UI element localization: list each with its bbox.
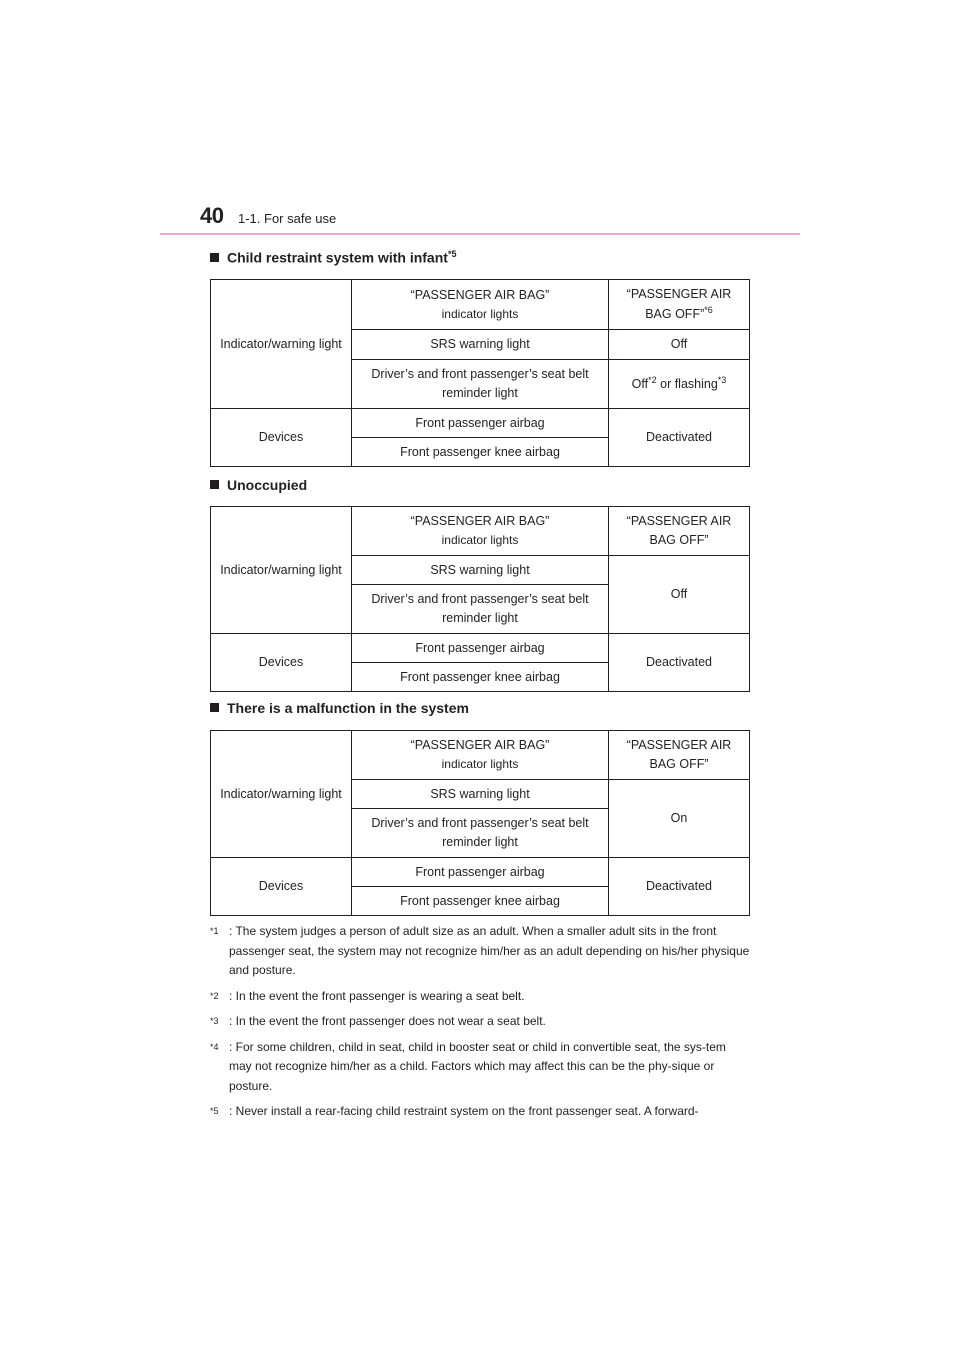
footnotes [210, 922, 750, 1128]
col-seatbelt: Driver’s and front passenger’s seat belt reminder light [352, 360, 609, 409]
col-srs: SRS warning light [352, 330, 609, 360]
col-passenger-air-bag: “PASSENGER AIR BAG” indicator lights [352, 731, 609, 780]
cell-srs: Off [609, 556, 750, 634]
section-title: 1-1. For safe use [238, 211, 337, 226]
cell-devices: Deactivated [609, 634, 750, 692]
footnote: $^{*2}$ : In the event the front passenger is wearing a seat belt. [210, 988, 525, 1003]
col-knee-airbag: Front passenger knee airbag [352, 438, 609, 467]
col-srs: SRS warning light [352, 780, 609, 809]
col-front-airbag: Front passenger airbag [352, 409, 609, 438]
bullet-square-icon [210, 480, 219, 489]
heading-infant: Child restraint system with infant$^{*5}$ [210, 249, 456, 266]
row-label-indicator: Indicator/warning light [211, 280, 352, 409]
row-label-devices: Devices [211, 634, 352, 692]
col-knee-airbag: Front passenger knee airbag [352, 663, 609, 692]
col-seatbelt: Driver’s and front passenger’s seat belt reminder light [352, 809, 609, 858]
col-knee-airbag: Front passenger knee airbag [352, 887, 609, 916]
col-passenger-air-bag: “PASSENGER AIR BAG” indicator lights [352, 507, 609, 556]
cell-devices: Deactivated [609, 409, 750, 467]
col-passenger-air-bag: “PASSENGER AIR BAG” indicator lights [352, 280, 609, 330]
cell-pab-off: “PASSENGER AIR BAG OFF” [609, 507, 750, 556]
cell-pab-off: “PASSENGER AIR BAG OFF”$^{*6}$ [609, 280, 750, 330]
cell-pab-off: “PASSENGER AIR BAG OFF” [609, 731, 750, 780]
bullet-square-icon [210, 253, 219, 262]
page-number: 40 [200, 203, 224, 228]
col-seatbelt: Driver’s and front passenger’s seat belt reminder light [352, 585, 609, 634]
page-header [160, 203, 800, 235]
footnote: $^{*5}$ : Never install a rear-facing child restraint system on the front passenger seat. A forward- [210, 1104, 699, 1118]
row-label-indicator: Indicator/warning light [211, 507, 352, 634]
col-front-airbag: Front passenger airbag [352, 634, 609, 663]
header-rule [160, 233, 800, 235]
row-label-devices: Devices [211, 409, 352, 467]
footnote: $^{*3}$ : In the event the front passenger does not wear a seat belt. [210, 1014, 546, 1028]
cell-devices: Deactivated [609, 858, 750, 916]
heading-malfunction: There is a malfunction in the system [210, 700, 469, 716]
col-srs: SRS warning light [352, 556, 609, 585]
cell-srs: Off [609, 330, 750, 360]
cell-srs: On [609, 780, 750, 858]
col-front-airbag: Front passenger airbag [352, 858, 609, 887]
row-label-devices: Devices [211, 858, 352, 916]
footnote: $^{*4}$ : For some children, child in seat, child in booster seat or child in convertible seat, the sys-tem may not recognize him/her as a child. Factors which may affect this can be the phy-sique or posture. [210, 1039, 726, 1093]
table-unoccupied [210, 506, 750, 692]
footnote: $^{*1}$ : The system judges a person of adult size as an adult. When a smaller adult sits in the front passenger seat, the system may not recognize him/her as an adult depending on his/her physique and posture. [210, 924, 750, 977]
table-malfunction [210, 730, 750, 916]
row-label-indicator: Indicator/warning light [211, 731, 352, 858]
bullet-square-icon [210, 703, 219, 712]
cell-seatbelt: Off$^{*2}$ or flashing$^{*3}$ [609, 360, 750, 409]
table-infant [210, 279, 750, 467]
heading-unoccupied: Unoccupied [210, 477, 307, 493]
